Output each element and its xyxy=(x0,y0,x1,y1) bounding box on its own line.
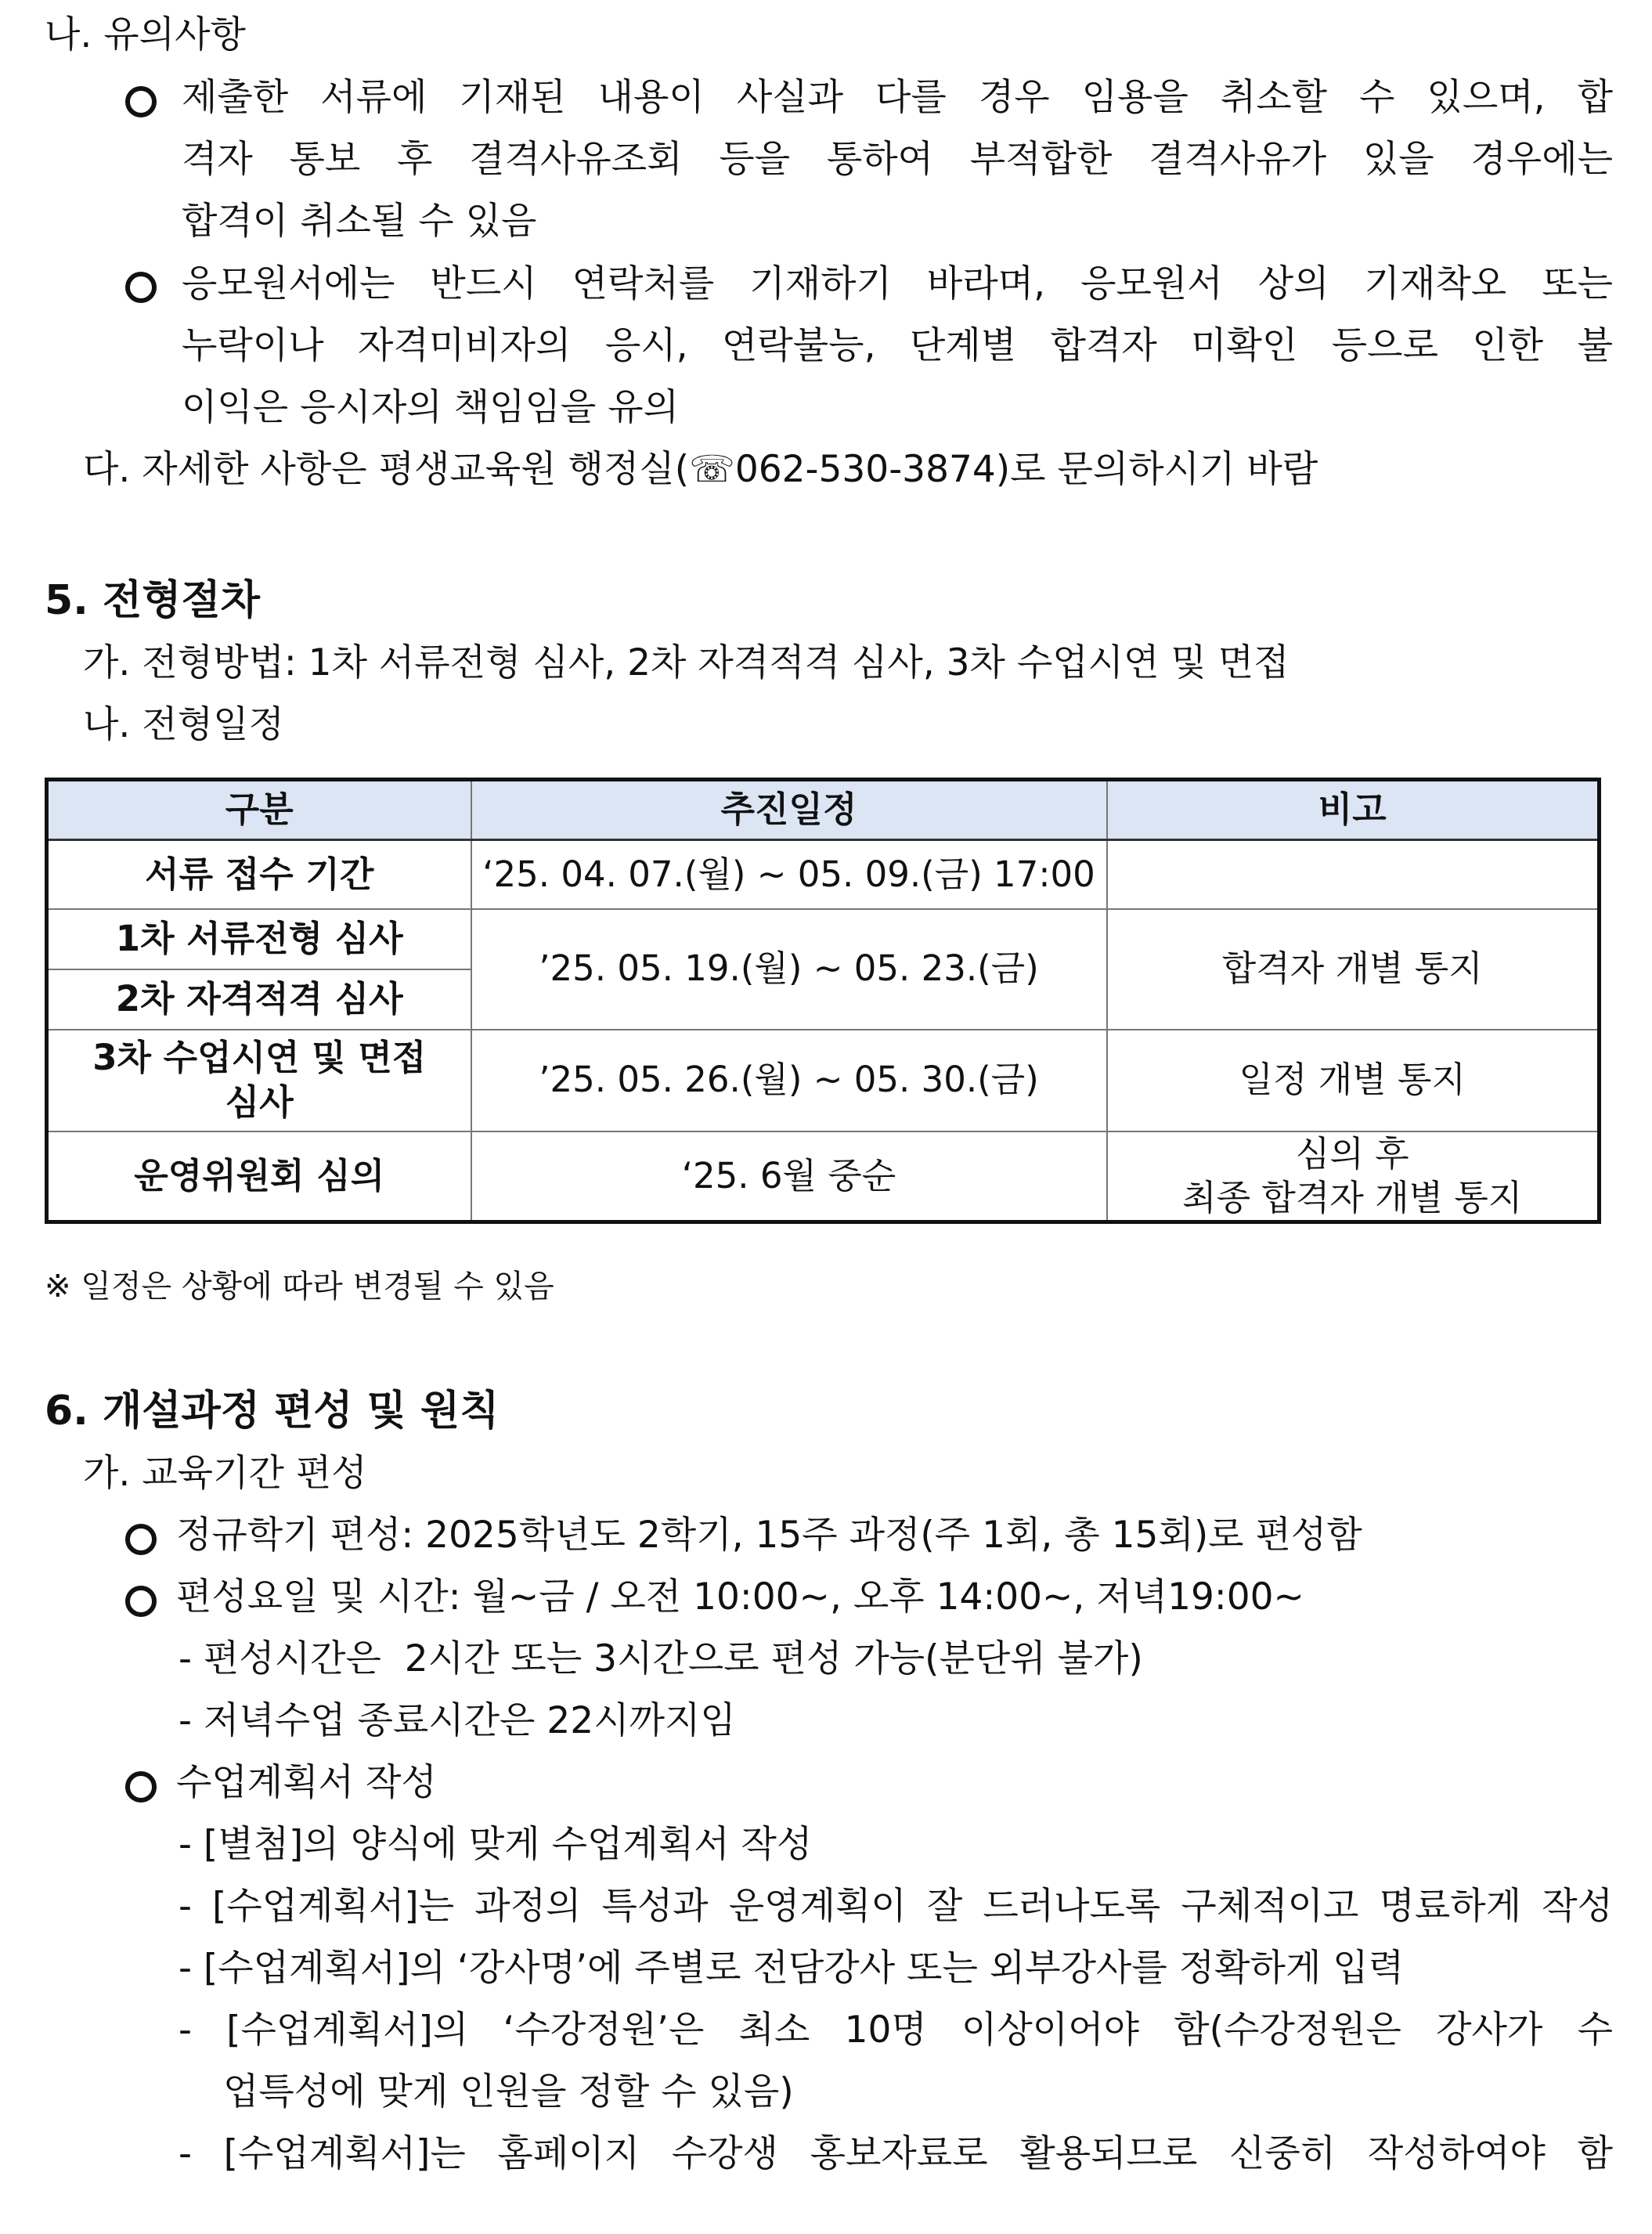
row-note: 일정 개별 통지 xyxy=(1107,1030,1600,1131)
table-header: 구분 xyxy=(47,780,471,840)
table-header-row xyxy=(47,780,1600,840)
table-header: 추진일정 xyxy=(471,780,1107,840)
section5-schedule-heading: 나. 전형일정 xyxy=(83,703,284,746)
notes-bullet2-line3: 이익은 응시자의 책임임을 유의 xyxy=(182,386,680,429)
schedule-footnote: ※ 일정은 상황에 따라 변경될 수 있음 xyxy=(45,1269,554,1305)
contact-line: 다. 자세한 사항은 평생교육원 행정실(☏062-530-3874)로 문의하시기 바람 xyxy=(83,448,1318,491)
section6-title: 6. 개설과정 편성 및 원칙 xyxy=(45,1388,500,1435)
row-note: 합격자 개별 통지 xyxy=(1107,909,1600,1030)
row-note-line1: 심의 후 xyxy=(1295,1132,1409,1175)
plan-sub4-line2: 업특성에 맞게 인원을 정할 수 있음) xyxy=(223,2070,794,2113)
section5-title: 5. 전형절차 xyxy=(45,577,260,624)
plan-sub1: - [별첨]의 양식에 맞게 수업계획서 작성 xyxy=(179,1823,813,1866)
section5-method: 가. 전형방법: 1차 서류전형 심사, 2차 자격적격 심사, 3차 수업시연 및 면접 xyxy=(83,641,1289,684)
row-date: ’25. 05. 19.(월) ~ 05. 23.(금) xyxy=(471,909,1107,1030)
row-note xyxy=(1107,840,1600,909)
plan-sub4-line1: - [수업계획서]의 ‘수강정원’은 최소 10명 이상이어야 함(수강정원은 강사가 수 xyxy=(179,2008,1613,2052)
bullet-circle-icon xyxy=(125,1586,157,1617)
notes-bullet1-line1: 제출한 서류에 기재된 내용이 사실과 다를 경우 임용을 취소할 수 있으며, 합 xyxy=(182,76,1613,119)
section6-period-heading: 가. 교육기간 편성 xyxy=(83,1452,367,1495)
days-sub1: - 편성시간은 2시간 또는 3시간으로 편성 가능(분단위 불가) xyxy=(179,1637,1143,1680)
row-label-line2: 심사 xyxy=(225,1081,294,1123)
row-date: ‘25. 04. 07.(월) ~ 05. 09.(금) 17:00 xyxy=(471,840,1107,909)
row-label: 1차 서류전형 심사 xyxy=(47,909,471,969)
row-label: 서류 접수 기간 xyxy=(47,840,471,909)
notes-bullet1-line2: 격자 통보 후 결격사유조회 등을 통하여 부적합한 결격사유가 있을 경우에는 xyxy=(182,138,1613,181)
table-row xyxy=(47,909,1600,969)
notes-bullet2-line2: 누락이나 자격미비자의 응시, 연락불능, 단계별 합격자 미확인 등으로 인한 불 xyxy=(182,324,1613,367)
bullet-circle-icon xyxy=(125,272,157,303)
row-label xyxy=(47,1030,471,1131)
row-note-line2: 최종 합격자 개별 통지 xyxy=(1182,1176,1523,1218)
plan-sub3: - [수업계획서]의 ‘강사명’에 주별로 전담강사 또는 외부강사를 정확하게 입력 xyxy=(179,1947,1405,1990)
table-row xyxy=(47,1131,1600,1222)
plan-sub2: - [수업계획서]는 과정의 특성과 운영계획이 잘 드러나도록 구체적이고 명료하게 작성 xyxy=(179,1885,1613,1928)
row-label-line1: 3차 수업시연 및 면접 xyxy=(92,1037,427,1079)
schedule-table xyxy=(45,778,1601,1224)
days-sub2: - 저녁수업 종료시간은 22시까지임 xyxy=(179,1699,736,1742)
table-row xyxy=(47,840,1600,909)
row-note xyxy=(1107,1131,1600,1222)
bullet-circle-icon xyxy=(125,1771,157,1803)
table-header: 비고 xyxy=(1107,780,1600,840)
notes-heading: 나. 유의사항 xyxy=(45,13,246,56)
row-date: ’25. 05. 26.(월) ~ 05. 30.(금) xyxy=(471,1030,1107,1131)
table-row xyxy=(47,1030,1600,1131)
plan-sub5: - [수업계획서]는 홈페이지 수강생 홍보자료로 활용되므로 신중히 작성하여야 함 xyxy=(179,2132,1613,2175)
notes-bullet2-line1: 응모원서에는 반드시 연락처를 기재하기 바라며, 응모원서 상의 기재착오 또는 xyxy=(182,262,1613,305)
bullet-circle-icon xyxy=(125,86,157,117)
row-date: ‘25. 6월 중순 xyxy=(471,1131,1107,1222)
bullet-regular-semester: 정규학기 편성: 2025학년도 2학기, 15주 과정(주 1회, 총 15회)로 편성함 xyxy=(176,1514,1362,1557)
row-label: 2차 자격적격 심사 xyxy=(47,969,471,1030)
row-label: 운영위원회 심의 xyxy=(47,1131,471,1222)
bullet-lesson-plan: 수업계획서 작성 xyxy=(176,1761,437,1804)
bullet-circle-icon xyxy=(125,1524,157,1555)
notes-bullet1-line3: 합격이 취소될 수 있음 xyxy=(182,200,537,243)
bullet-days-time: 편성요일 및 시간: 월~금 / 오전 10:00~, 오후 14:00~, 저녁19:00~ xyxy=(176,1575,1304,1619)
